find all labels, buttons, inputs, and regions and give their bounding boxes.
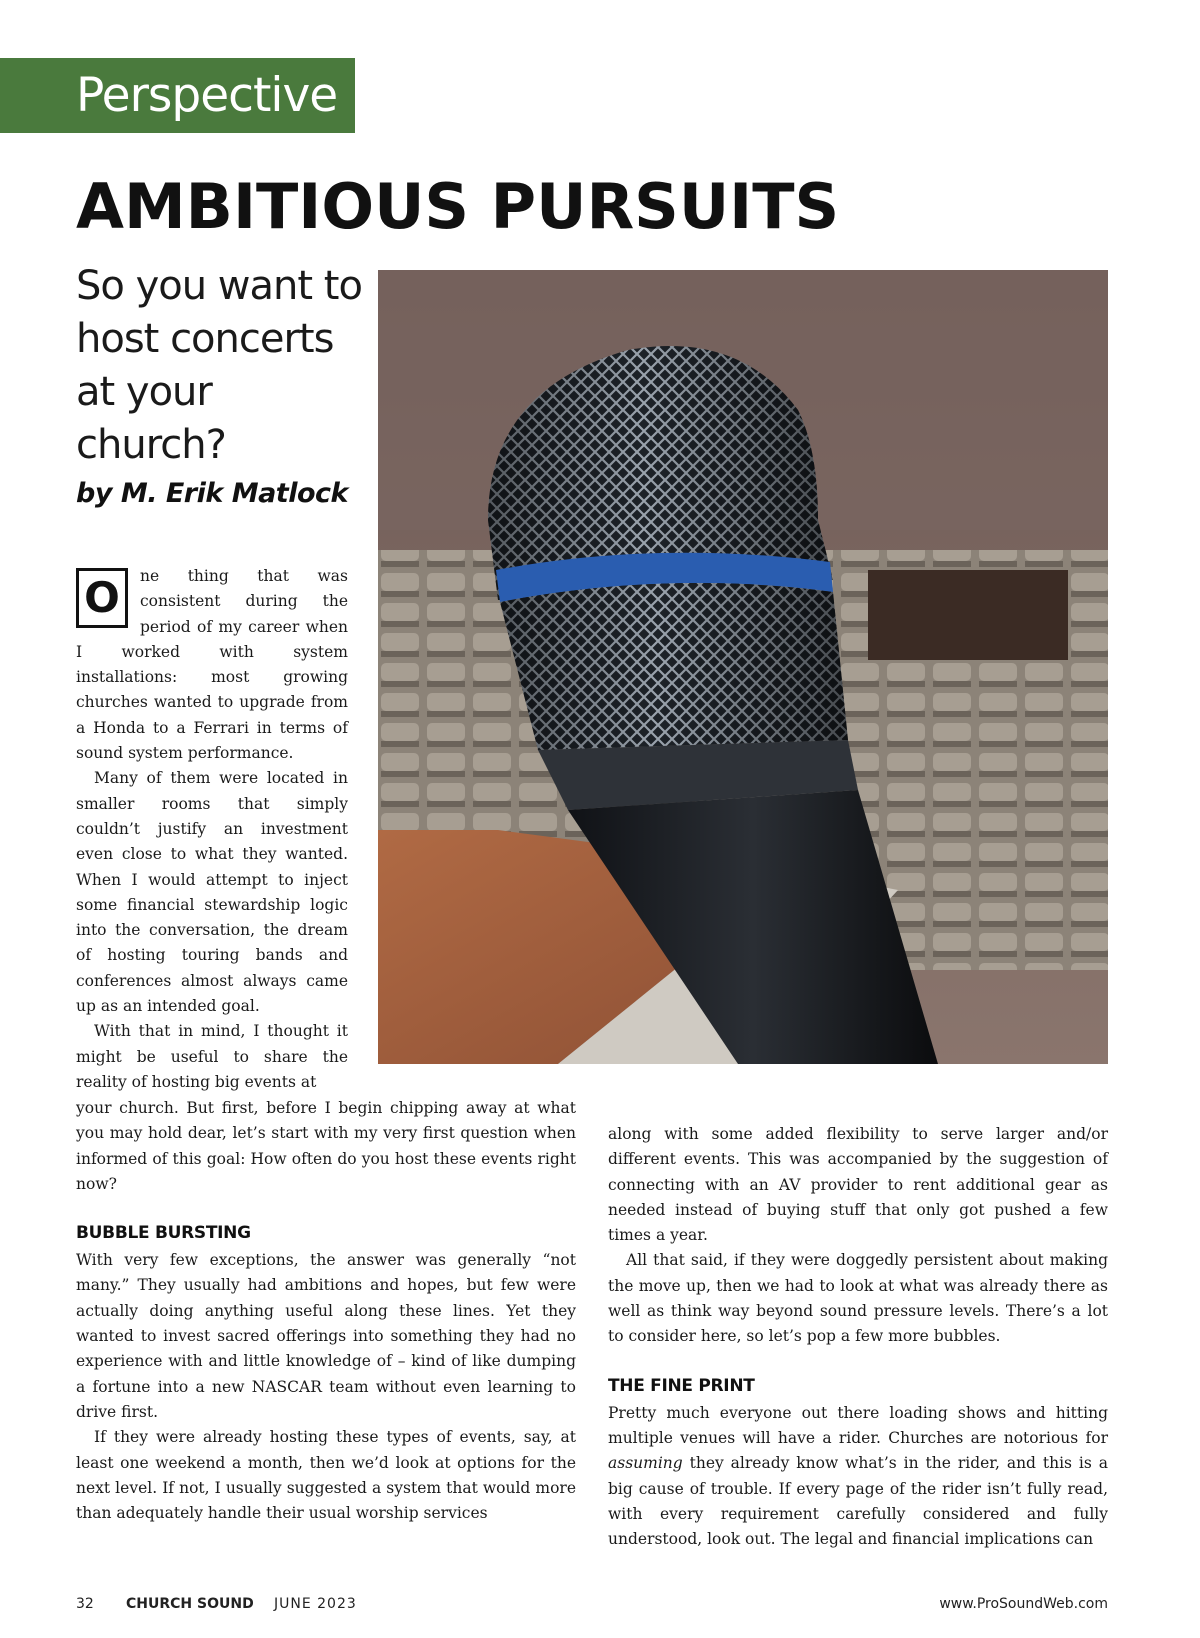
subhead-fine-print: THE FINE PRINT	[608, 1375, 755, 1396]
headline: AMBITIOUS PURSUITS	[76, 170, 840, 243]
issue-date: JUNE 2023	[274, 1596, 357, 1612]
paragraph-5: If they were already hosting these types of events, say, at least one weekend a month, then we’d look at options for the next level. If not, I usually suggested a system that would more than adequately handle their usual worship services	[76, 1428, 576, 1523]
paragraph-3-end: your church. But first, before I begin chipping away at what you may hold dear, let’s start with my very first question when informed of this goal: How often do you host these events right now?	[76, 1099, 576, 1193]
byline: by M. Erik Matlock	[76, 478, 348, 509]
article-column-left-bottom	[76, 1096, 576, 1526]
page-number: 32	[76, 1596, 94, 1612]
paragraph-3-start: With that in mind, I thought it might be useful to share the reality of hosting big events at	[76, 1022, 348, 1091]
website-url[interactable]: www.ProSoundWeb.com	[939, 1596, 1108, 1612]
magazine-name: CHURCH SOUND	[126, 1596, 254, 1612]
page-footer	[76, 1596, 1108, 1618]
paragraph-6: All that said, if they were doggedly persistent about making the move up, then we had to look at what was already there as well as think way beyond sound pressure levels. There’s a lot to consider here, so let’s pop a few more bubbles.	[608, 1251, 1108, 1346]
subhead-bubble-bursting: BUBBLE BURSTING	[76, 1223, 251, 1244]
article-column-right	[608, 1122, 1108, 1552]
paragraph-5-cont: along with some added flexibility to serve larger and/or different events. This was accompanied by the suggestion of connecting with an AV provider to rent additional gear as needed instead of buying stuff that only got pushed a few times a year.	[608, 1125, 1108, 1245]
article-column-left-top	[76, 564, 348, 1095]
drop-cap: O	[76, 568, 128, 628]
deck-subtitle: So you want to host concerts at your church?	[76, 263, 362, 468]
microphone-photo	[378, 270, 1108, 1064]
paragraph-1: O ne thing that was consistent during the period of my career when I worked with system installations: most growing churches wanted to upgrade from a Honda to a Ferrari in terms of sound system performance.	[76, 567, 348, 763]
paragraph-2: Many of them were located in smaller rooms that simply couldn’t justify an investment even close to what they wanted. When I would attempt to inject some financial stewardship logic into the conversation, the dream of hosting touring bands and conferences almost always came up as an intended goal.	[76, 769, 348, 1016]
section-label: Perspective	[0, 58, 355, 133]
paragraph-4: With very few exceptions, the answer was generally “not many.” They usually had ambitions and hopes, but few were actually doing anything useful along these lines. Yet they wanted to invest sacred offerings into something they had no experience with and little knowledge of – kind of like dumping a fortune into a new NASCAR team without even learning to drive first.	[76, 1251, 576, 1421]
paragraph-7: Pretty much everyone out there loading shows and hitting multiple venues will have a rider. Churches are notorious for assuming they already know what’s in the rider, and this is a big cause of trouble. If every page of the rider isn’t fully read, with every requirement carefully considered and fully understood, look out. The legal and financial implications can	[608, 1403, 1108, 1549]
